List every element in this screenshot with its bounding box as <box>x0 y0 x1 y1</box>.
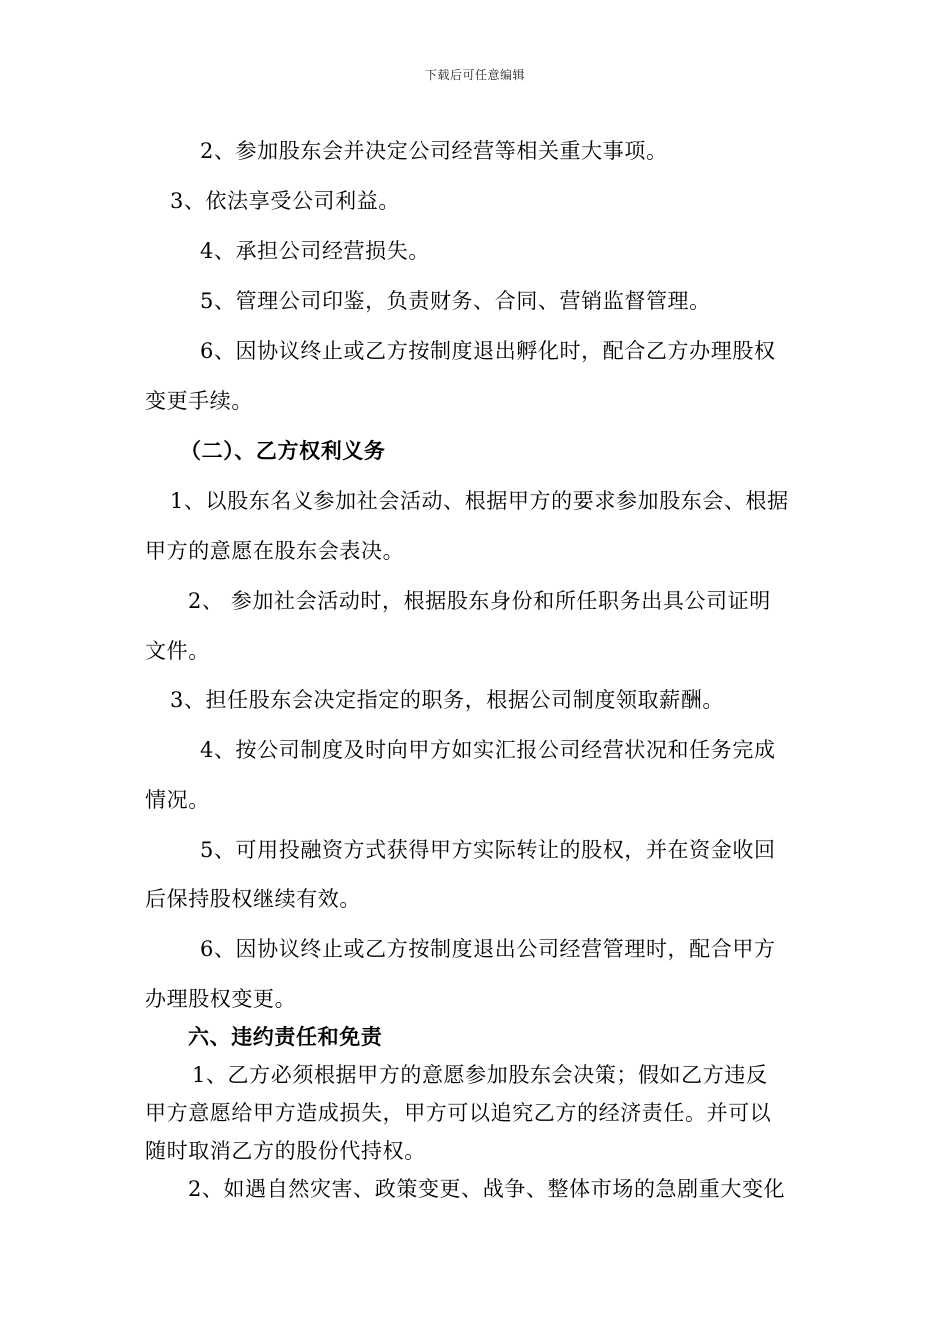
paragraph-line: 变更手续。 <box>145 389 253 413</box>
paragraph-line: 3、担任股东会决定指定的职务，根据公司制度领取薪酬。 <box>170 688 724 712</box>
paragraph-line: 3、依法享受公司利益。 <box>170 189 400 213</box>
paragraph-line: 2、如遇自然灾害、政策变更、战争、整体市场的急剧重大变化 <box>188 1177 786 1201</box>
paragraph-line: 随时取消乙方的股份代持权。 <box>145 1139 426 1163</box>
paragraph-line: 后保持股权继续有效。 <box>145 887 361 911</box>
paragraph-line: 办理股权变更。 <box>145 987 297 1011</box>
paragraph-line: 甲方意愿给甲方造成损失，甲方可以追究乙方的经济责任。并可以 <box>145 1101 772 1125</box>
paragraph-line: 文件。 <box>145 639 210 663</box>
paragraph-line: 4、按公司制度及时向甲方如实汇报公司经营状况和任务完成 <box>200 738 776 762</box>
paragraph-line: 6、因协议终止或乙方按制度退出孵化时，配合乙方办理股权 <box>200 339 776 363</box>
paragraph-line: 4、承担公司经营损失。 <box>200 239 430 263</box>
section-heading: 六、违约责任和免责 <box>188 1024 383 1049</box>
section-heading: （二）、乙方权利义务 <box>180 438 386 463</box>
paragraph-line: 5、可用投融资方式获得甲方实际转让的股权，并在资金收回 <box>200 838 776 862</box>
paragraph-line: 情况。 <box>145 788 210 812</box>
paragraph-line: 甲方的意愿在股东会表决。 <box>145 539 405 563</box>
paragraph-line: 1、乙方必须根据甲方的意愿参加股东会决策；假如乙方违反 <box>192 1063 768 1087</box>
page-header: 下载后可任意编辑 <box>424 68 525 82</box>
paragraph-line: 2、 参加社会活动时，根据股东身份和所任职务出具公司证明 <box>188 589 771 613</box>
paragraph-line: 2、参加股东会并决定公司经营等相关重大事项。 <box>200 139 668 163</box>
paragraph-line: 6、因协议终止或乙方按制度退出公司经营管理时，配合甲方 <box>200 937 776 961</box>
paragraph-line: 5、管理公司印鉴，负责财务、合同、营销监督管理。 <box>200 289 711 313</box>
paragraph-line: 1、以股东名义参加社会活动、根据甲方的要求参加股东会、根据 <box>170 489 789 513</box>
